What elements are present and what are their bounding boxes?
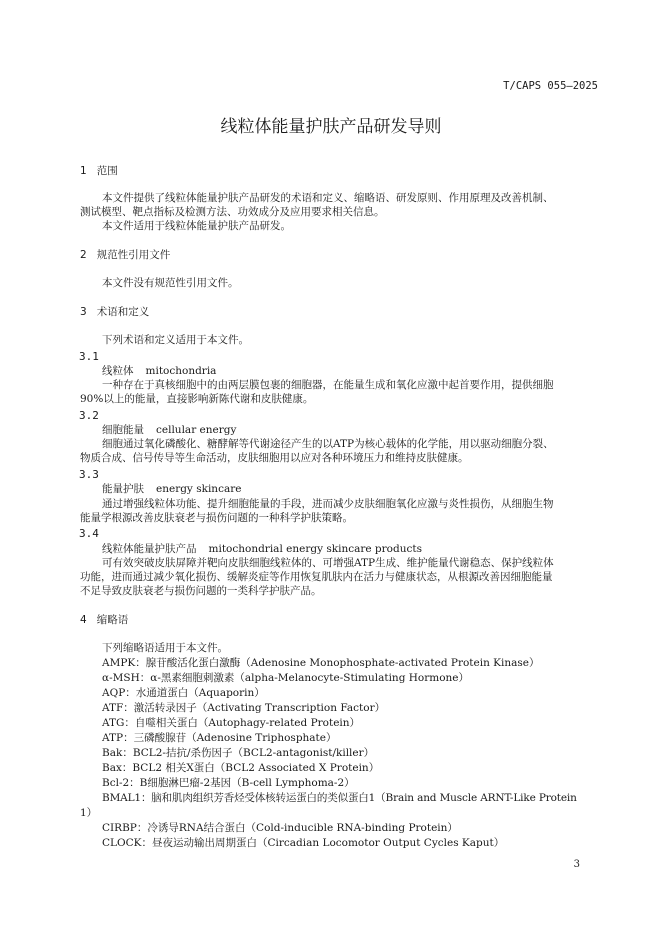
section-2-heading: 2 规范性引用文件 bbox=[80, 249, 171, 261]
term-title: 线粒体能量护肤产品 mitochondrial energy skincare products bbox=[102, 543, 422, 555]
term-title: 能量护肤 energy skincare bbox=[102, 483, 242, 495]
term-definition: 物质合成、信号传导等生命活动，皮肤细胞用以应对各种环境压力和维持皮肤健康。 bbox=[80, 452, 469, 464]
term-definition: 通过增强线粒体功能、提升细胞能量的手段，进而减少皮肤细胞氧化应激与炎性损伤，从细胞生物 bbox=[102, 498, 554, 510]
abbreviation-item: AMPK：腺苷酸活化蛋白激酶（Adenosine Monophosphate-activated Protein Kinase） bbox=[102, 657, 540, 669]
abbreviation-item-continuation: 1） bbox=[80, 807, 98, 819]
abbreviation-item: ATP：三磷酸腺苷（Adenosine Triphosphate） bbox=[102, 732, 337, 744]
abbreviation-item: CIRBP：冷诱导RNA结合蛋白（Cold-inducible RNA-binding Protein） bbox=[102, 822, 458, 834]
section-3-heading: 3 术语和定义 bbox=[80, 306, 150, 318]
paragraph: 本文件适用于线粒体能量护肤产品研发。 bbox=[102, 220, 291, 232]
term-number: 3.1 bbox=[79, 350, 99, 363]
term-title: 细胞能量 cellular energy bbox=[102, 424, 237, 436]
term-definition: 可有效突破皮肤屏障并靶向皮肤细胞线粒体的、可增强ATP生成、维护能量代谢稳态、保护线粒体 bbox=[102, 557, 554, 569]
term-definition: 90%以上的能量，直接影响新陈代谢和皮肤健康。 bbox=[80, 393, 314, 405]
term-definition: 能量学根源改善皮肤衰老与损伤问题的一种科学护肤策略。 bbox=[80, 512, 353, 524]
term-definition: 不足导致皮肤衰老与损伤问题的一类科学护肤产品。 bbox=[80, 585, 322, 597]
term-definition: 功能，进而通过减少氧化损伤、缓解炎症等作用恢复肌肤内在活力与健康状态，从根源改善因细胞能量 bbox=[80, 571, 553, 583]
term-title: 线粒体 mitochondria bbox=[102, 365, 217, 377]
abbreviation-item: Bcl-2：B细胞淋巴瘤-2基因（B-cell Lymphoma-2） bbox=[102, 777, 355, 789]
abbreviation-item: α-MSH：α-黑素细胞刺激素（alpha-Melanocyte-Stimulating Hormone） bbox=[102, 672, 470, 684]
abbreviation-item: ATF：激活转录因子（Activating Transcription Factor） bbox=[102, 702, 386, 714]
document-code: T/CAPS 055—2025 bbox=[503, 80, 598, 92]
paragraph: 本文件提供了线粒体能量护肤产品研发的术语和定义、缩略语、研发原则、作用原理及改善机制、 bbox=[102, 192, 554, 204]
paragraph: 下列缩略语适用于本文件。 bbox=[102, 642, 228, 654]
page-title: 线粒体能量护肤产品研发导则 bbox=[220, 117, 442, 137]
paragraph: 测试模型、靶点指标及检测方法、功效成分及应用要求相关信息。 bbox=[80, 206, 385, 218]
term-number: 3.3 bbox=[79, 468, 99, 481]
paragraph: 下列术语和定义适用于本文件。 bbox=[102, 334, 249, 346]
paragraph: 本文件没有规范性引用文件。 bbox=[102, 277, 239, 289]
abbreviation-item: ATG：自噬相关蛋白（Autophagy-related Protein） bbox=[102, 717, 361, 729]
term-definition: 细胞通过氧化磷酸化、糖酵解等代谢途径产生的以ATP为核心载体的化学能，用以驱动细胞分裂、 bbox=[102, 438, 554, 450]
term-number: 3.4 bbox=[79, 527, 99, 540]
abbreviation-item: AQP：水通道蛋白（Aquaporin） bbox=[102, 687, 265, 699]
section-1-heading: 1 范围 bbox=[80, 165, 118, 177]
page-number: 3 bbox=[573, 859, 580, 870]
abbreviation-item: BMAL1：脑和肌肉组织芳香烃受体核转运蛋白的类似蛋白1（Brain and Muscle ARNT-Like Protein bbox=[102, 792, 577, 804]
term-number: 3.2 bbox=[79, 409, 99, 422]
term-definition: 一种存在于真核细胞中的由两层膜包裹的细胞器，在能量生成和氧化应激中起首要作用，提供细胞 bbox=[102, 379, 554, 391]
abbreviation-item: Bax：BCL2 相关X蛋白（BCL2 Associated X Protein） bbox=[102, 762, 380, 774]
abbreviation-item: CLOCK：昼夜运动输出周期蛋白（Circadian Locomotor Output Cycles Kaput） bbox=[102, 837, 505, 849]
abbreviation-item: Bak：BCL2-拮抗/杀伤因子（BCL2-antagonist/killer） bbox=[102, 747, 375, 759]
section-4-heading: 4 缩略语 bbox=[80, 614, 129, 626]
